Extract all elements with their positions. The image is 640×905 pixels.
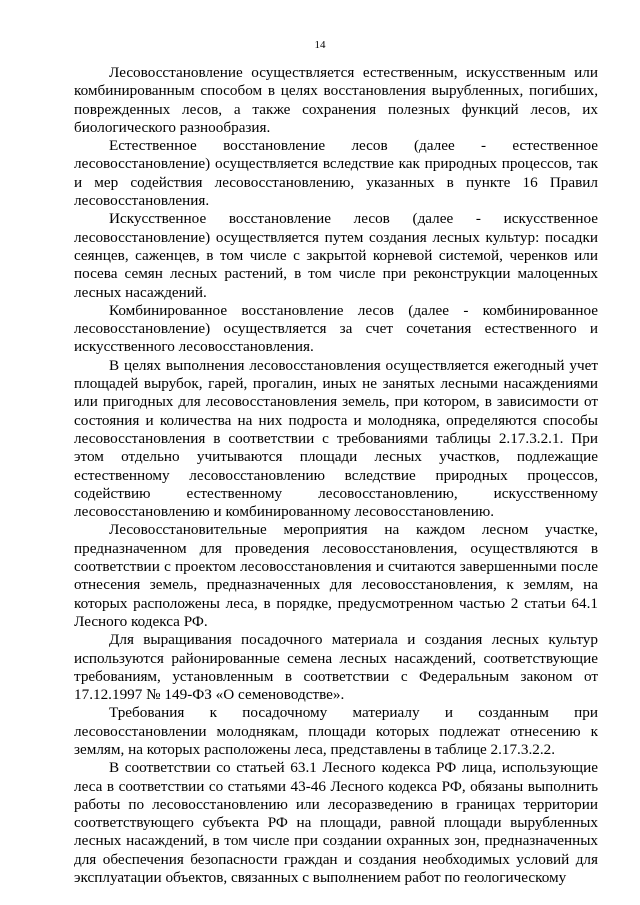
page-number: 14 bbox=[314, 39, 326, 51]
paragraph-planting-material: Для выращивания посадочного материала и создания лесных культур используются районированные семена лесных насаждений, соответствующие требованиям, установленным в соответствии с Федеральным законом от 17.12.1997 № 149-ФЗ «О семеноводстве». bbox=[74, 631, 598, 704]
paragraph-natural-reforestation: Естественное восстановление лесов (далее - естественное лесовосстановление) осуществляется вследствие как природных процессов, так и мер содействия лесовосстановлению, указанных в пункте 16 Правил лесовосстановления. bbox=[74, 137, 598, 210]
paragraph-requirements: Требования к посадочному материалу и созданным при лесовосстановлении молоднякам, площади которых подлежат отнесению к землям, на которых расположены леса, представлены в таблице 2.17.3.2.2. bbox=[74, 704, 598, 758]
document-body bbox=[74, 64, 598, 887]
paragraph-combined-reforestation: Комбинированное восстановление лесов (далее - комбинированное лесовосстановление) осуществляется за счет сочетания естественного и искусственного лесовосстановления. bbox=[74, 301, 598, 356]
paragraph-reforestation-methods: Лесовосстановление осуществляется естественным, искусственным или комбинированным способом в целях восстановления вырубленных, погибших, поврежденных лесов, а также сохранения полезных функций лесов, их биологического разнообразия. bbox=[74, 64, 598, 136]
paragraph-reforestation-activities: Лесовосстановительные мероприятия на каждом лесном участке, предназначенном для проведения лесовосстановления, осуществляются в соответствии с проектом лесовосстановления и считаются завершенными после отнесения земель, предназначенных для лесовосстановления, к землям, на которых расположены леса, в порядке, предусмотренном частью 2 статьи 64.1 Лесного кодекса РФ. bbox=[74, 521, 598, 630]
paragraph-artificial-reforestation: Искусственное восстановление лесов (далее - искусственное лесовосстановление) осуществляется путем создания лесных культур: посадки сеянцев, саженцев, в том числе с закрытой корневой системой, черенков или посева семян лесных растений, в том числе при реконструкции малоценных лесных насаждений. bbox=[74, 210, 598, 301]
paragraph-annual-accounting: В целях выполнения лесовосстановления осуществляется ежегодный учет площадей вырубок, гарей, прогалин, иных не занятых лесными насаждениями или пригодных для лесовосстановления земель, при котором, в зависимости от состояния и количества на них подроста и молодняка, определяются способы лесовосстановления в соответствии с требованиями таблицы 2.17.3.2.1. При этом отдельно учитываются площади лесных участков, подлежащие естественному лесовосстановлению вследствие природных процессов, содействию естественному лесовосстановлению, искусственному лесовосстановлению и комбинированному лесовосстановлению. bbox=[74, 356, 598, 521]
paragraph-article-63-1: В соответствии со статьей 63.1 Лесного кодекса РФ лица, использующие леса в соответствии со статьями 43-46 Лесного кодекса РФ, обязаны выполнить работы по лесовосстановлению или лесоразведению в границах территории соответствующего субъекта РФ на площади, равной площади вырубленных лесных насаждений, в том числе при создании охранных зон, предназначенных для обеспечения безопасности граждан и создания необходимых условий для эксплуатации объектов, связанных с выполнением работ по геологическому bbox=[74, 759, 598, 887]
